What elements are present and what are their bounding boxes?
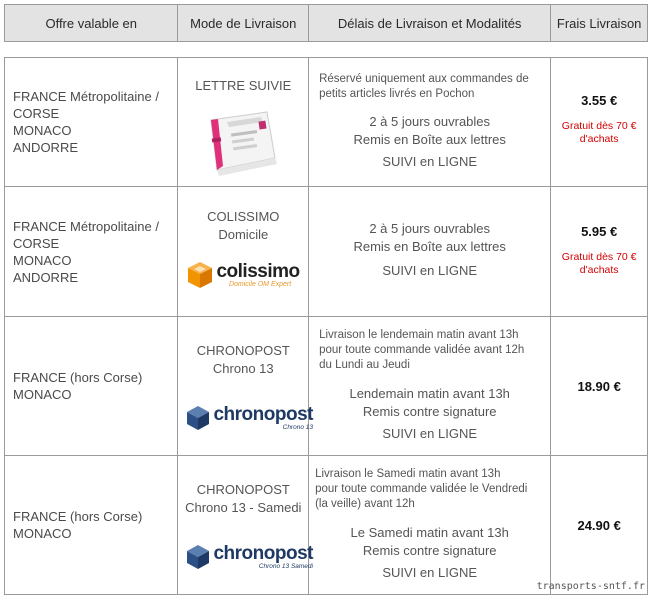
frais-cell (551, 456, 647, 594)
price: 3.55 € (581, 92, 618, 108)
free-shipping-note (562, 251, 637, 277)
delai-line: SUIVI en LIGNE (382, 426, 478, 441)
delai-line: SUIVI en LIGNE (382, 154, 478, 169)
mode-name: CHRONOPOST (196, 482, 290, 497)
free-line: d'achats (579, 264, 619, 276)
chronopost-logo (186, 405, 313, 431)
delai-line: Lendemain matin avant 13h (349, 386, 510, 401)
shipping-table (4, 57, 648, 595)
delai-line: Remis en Boîte aux lettres (353, 132, 506, 147)
destination-cell (5, 456, 178, 594)
price: 18.90 € (577, 378, 621, 394)
delai-line: Remis contre signature (362, 543, 497, 558)
destination-line: MONACO (13, 123, 72, 138)
destination-line: FRANCE (hors Corse) (13, 370, 143, 385)
table-header (4, 4, 648, 42)
mode-name: CHRONOPOST (196, 343, 290, 358)
mode-cell (178, 317, 313, 455)
lettre-suivie-envelope-image (203, 108, 279, 176)
intro-line: Réservé uniquement aux commandes de (319, 73, 529, 85)
table-row (5, 456, 647, 594)
destination-cell (5, 58, 178, 186)
table-row (5, 187, 647, 317)
chronopost-cube-icon (186, 544, 210, 570)
mode-subname: Chrono 13 (212, 361, 274, 376)
delai-line: Le Samedi matin avant 13h (350, 525, 509, 540)
colissimo-wordmark: colissimo (216, 260, 300, 282)
colissimo-subtitle: Domicile OM Expert (228, 280, 292, 288)
delai-line: 2 à 5 jours ouvrables (369, 221, 491, 236)
chronopost-cube-icon (186, 405, 210, 431)
mode-cell (178, 456, 313, 594)
delais-cell (309, 317, 551, 455)
chronopost-logo (186, 544, 313, 570)
watermark-text: transports-sntf.fr (536, 581, 645, 592)
destination-line: FRANCE Métropolitaine / (13, 89, 159, 104)
delai-line: SUIVI en LIGNE (382, 263, 478, 278)
destination-line: FRANCE Métropolitaine / (13, 218, 159, 234)
header-offre: Offre valable en (5, 5, 178, 41)
price: 5.95 € (581, 224, 618, 239)
mode-cell (178, 187, 309, 316)
destination-line: MONACO (13, 252, 72, 268)
frais-cell (551, 187, 647, 316)
header-delais: Délais de Livraison et Modalités (309, 5, 551, 41)
delai-line: 2 à 5 jours ouvrables (369, 114, 491, 129)
intro-line: du Lundi au Jeudi (319, 359, 410, 371)
mode-subname: Chrono 13 - Samedi (185, 500, 302, 515)
intro-line: petits articles livrés en Pochon (319, 88, 475, 100)
delai-line: SUIVI en LIGNE (382, 565, 478, 580)
destination-cell (5, 317, 178, 455)
intro-line: pour toute commande validée le Vendredi (315, 483, 528, 495)
delai-line: Remis contre signature (362, 404, 497, 419)
mode-subname: Domicile (218, 227, 269, 242)
mode-name: COLISSIMO (207, 209, 280, 224)
destination-cell (5, 187, 178, 316)
delais-cell (309, 187, 551, 316)
free-shipping-note (562, 120, 637, 146)
header-frais: Frais Livraison (556, 15, 642, 31)
destination-line: ANDORRE (13, 269, 79, 285)
mode-cell (178, 58, 309, 186)
header-mode: Mode de Livraison (178, 5, 309, 41)
destination-line: MONACO (13, 526, 72, 541)
delais-cell (309, 456, 551, 594)
destination-line: CORSE (13, 106, 60, 121)
destination-line: FRANCE (hors Corse) (13, 509, 143, 524)
intro-line: Livraison le lendemain matin avant 13h (319, 329, 519, 341)
delais-cell (309, 58, 551, 186)
chronopost-wordmark: chronopost (213, 543, 313, 564)
price: 24.90 € (577, 517, 621, 533)
destination-line: CORSE (13, 235, 60, 251)
free-line: Gratuit dès 70 € (561, 251, 637, 263)
frais-cell (551, 317, 647, 455)
chronopost-subtitle: Chrono 13 (282, 424, 313, 431)
destination-line: MONACO (13, 387, 72, 402)
frais-cell (551, 58, 647, 186)
free-line: Gratuit dès 70 € (561, 119, 637, 132)
intro-line: Livraison le Samedi matin avant 13h (315, 468, 501, 480)
colissimo-cube-icon (187, 261, 213, 289)
colissimo-logo (187, 261, 299, 289)
mode-name: LETTRE SUIVIE (195, 78, 292, 93)
delai-line: Remis en Boîte aux lettres (353, 239, 506, 254)
intro-line: (la veille) avant 12h (315, 498, 415, 510)
destination-line: ANDORRE (13, 140, 79, 155)
intro-line: pour toute commande validée avant 12h (319, 344, 525, 356)
table-row (5, 317, 647, 456)
chronopost-subtitle: Chrono 13 Samedi (258, 563, 313, 570)
free-line: d'achats (579, 132, 619, 145)
chronopost-wordmark: chronopost (213, 404, 313, 425)
table-row (5, 58, 647, 187)
